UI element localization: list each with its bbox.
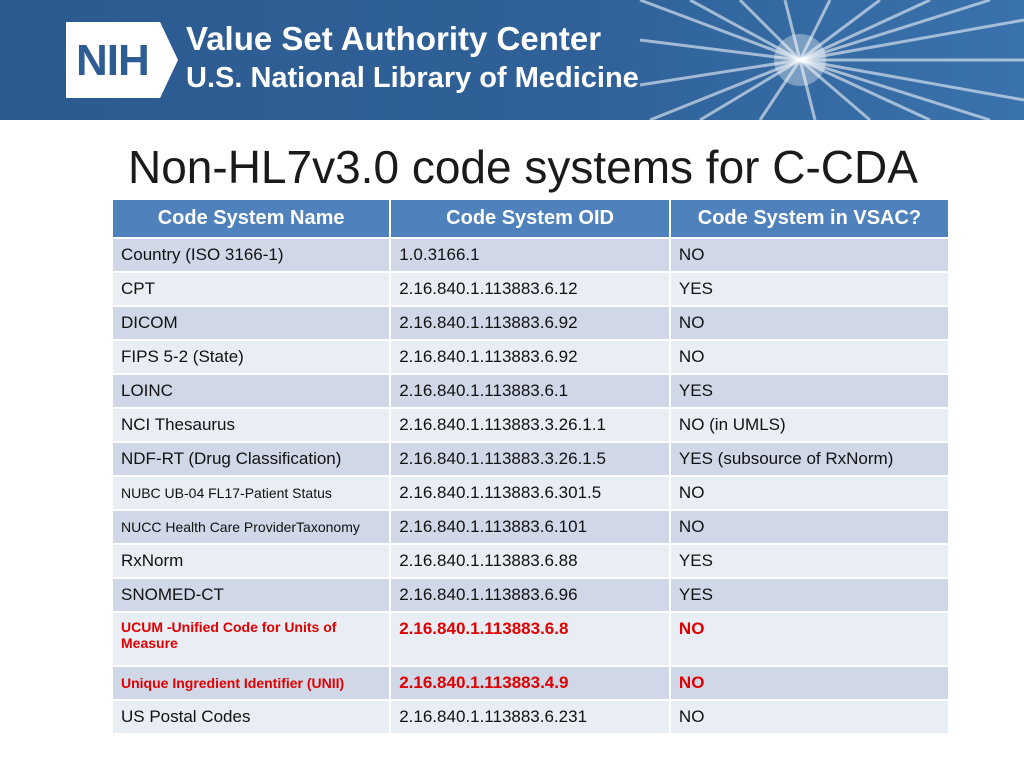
in-vsac: YES (subsource of RxNorm) xyxy=(671,443,948,475)
code-system-oid: 2.16.840.1.113883.6.1 xyxy=(391,375,669,407)
code-system-name: NUCC Health Care ProviderTaxonomy xyxy=(113,511,389,543)
code-systems-table xyxy=(111,198,950,735)
table-row xyxy=(113,579,948,611)
code-system-oid: 2.16.840.1.113883.6.92 xyxy=(391,307,669,339)
code-system-name: NCI Thesaurus xyxy=(113,409,389,441)
table-row-highlighted xyxy=(113,613,948,665)
code-system-name: US Postal Codes xyxy=(113,701,389,733)
table-row xyxy=(113,239,948,271)
table-row xyxy=(113,341,948,373)
table-row xyxy=(113,477,948,509)
table-header-row xyxy=(113,200,948,237)
code-system-oid: 2.16.840.1.113883.6.88 xyxy=(391,545,669,577)
in-vsac: NO xyxy=(671,341,948,373)
code-system-name: CPT xyxy=(113,273,389,305)
column-header: Code System in VSAC? xyxy=(671,200,948,237)
in-vsac: NO xyxy=(671,239,948,271)
in-vsac: YES xyxy=(671,545,948,577)
code-system-name: SNOMED-CT xyxy=(113,579,389,611)
banner-title: Value Set Authority Center xyxy=(186,20,602,57)
table-row xyxy=(113,443,948,475)
in-vsac: YES xyxy=(671,375,948,407)
code-system-oid: 2.16.840.1.113883.3.26.1.1 xyxy=(391,409,669,441)
code-system-name: UCUM -Unified Code for Units of Measure xyxy=(113,613,389,665)
code-system-oid: 2.16.840.1.113883.6.92 xyxy=(391,341,669,373)
code-system-oid: 2.16.840.1.113883.4.9 xyxy=(391,667,669,699)
table-row xyxy=(113,307,948,339)
table-row xyxy=(113,409,948,441)
in-vsac: NO xyxy=(671,477,948,509)
table-row xyxy=(113,273,948,305)
code-system-name: Country (ISO 3166-1) xyxy=(113,239,389,271)
code-system-name: LOINC xyxy=(113,375,389,407)
banner-subtitle: U.S. National Library of Medicine xyxy=(186,62,639,94)
in-vsac: NO xyxy=(671,613,948,665)
table-row xyxy=(113,511,948,543)
code-system-oid: 2.16.840.1.113883.6.101 xyxy=(391,511,669,543)
code-system-oid: 2.16.840.1.113883.6.8 xyxy=(391,613,669,665)
header-banner xyxy=(0,0,1024,120)
nih-logo-text: NIH xyxy=(76,36,149,85)
column-header: Code System Name xyxy=(113,200,389,237)
code-system-oid: 2.16.840.1.113883.6.231 xyxy=(391,701,669,733)
table-row-highlighted xyxy=(113,667,948,699)
code-system-oid: 2.16.840.1.113883.3.26.1.5 xyxy=(391,443,669,475)
code-system-oid: 2.16.840.1.113883.6.96 xyxy=(391,579,669,611)
code-system-name: NDF-RT (Drug Classification) xyxy=(113,443,389,475)
column-header: Code System OID xyxy=(391,200,669,237)
code-system-oid: 1.0.3166.1 xyxy=(391,239,669,271)
in-vsac: NO xyxy=(671,307,948,339)
code-system-name: RxNorm xyxy=(113,545,389,577)
code-system-name: Unique Ingredient Identifier (UNII) xyxy=(113,667,389,699)
code-system-name: NUBC UB-04 FL17-Patient Status xyxy=(113,477,389,509)
table-row xyxy=(113,701,948,733)
page-title: Non-HL7v3.0 code systems for C-CDA xyxy=(128,141,918,193)
in-vsac: NO xyxy=(671,701,948,733)
in-vsac: YES xyxy=(671,579,948,611)
in-vsac: YES xyxy=(671,273,948,305)
code-system-oid: 2.16.840.1.113883.6.12 xyxy=(391,273,669,305)
in-vsac: NO xyxy=(671,511,948,543)
in-vsac: NO (in UMLS) xyxy=(671,409,948,441)
code-system-name: FIPS 5-2 (State) xyxy=(113,341,389,373)
table-row xyxy=(113,545,948,577)
table-row xyxy=(113,375,948,407)
in-vsac: NO xyxy=(671,667,948,699)
code-system-name: DICOM xyxy=(113,307,389,339)
code-system-oid: 2.16.840.1.113883.6.301.5 xyxy=(391,477,669,509)
